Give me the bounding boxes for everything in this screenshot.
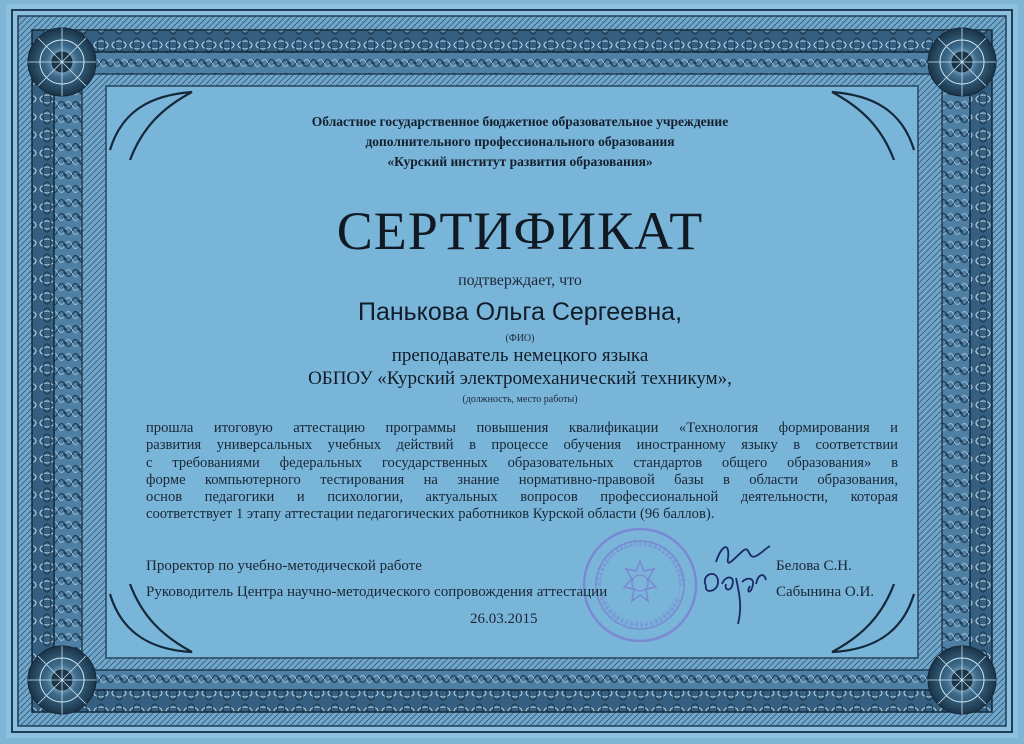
corner-rosette-bottom-left bbox=[28, 646, 96, 714]
body-line: развития универсальных учебных действий в процессе обучения иностранному языку в соответствии bbox=[146, 437, 898, 454]
certificate-body bbox=[146, 420, 898, 524]
org-line-3: «Курский институт развития образования» bbox=[387, 154, 653, 169]
certificate-title: СЕРТИФИКАТ bbox=[336, 201, 704, 261]
handwritten-signature bbox=[696, 538, 776, 628]
recipient-name: Панькова Ольга Сергеевна, bbox=[357, 298, 683, 326]
corner-rosette-top-right bbox=[928, 28, 996, 96]
signatory-2-name: Сабынина О.И. bbox=[776, 584, 875, 600]
body-line: соответствует 1 этапу аттестации педагогических работников Курской области (96 баллов). bbox=[146, 506, 715, 523]
org-line-1: Областное государственное бюджетное образовательное учреждение bbox=[311, 114, 729, 129]
recipient-workplace: ОБПОУ «Курский электромеханический техникум», bbox=[308, 368, 732, 389]
signatory-1-name: Белова С.Н. bbox=[776, 558, 852, 574]
fio-caption: (ФИО) bbox=[505, 333, 535, 344]
recipient-position: преподаватель немецкого языка bbox=[391, 345, 649, 366]
corner-rosette-bottom-right bbox=[928, 646, 996, 714]
body-line: с требованиями федеральных государственных образовательных стандартов общего образования» в bbox=[146, 454, 898, 471]
corner-rosette-top-left bbox=[28, 28, 96, 96]
signatory-2-role: Руководитель Центра научно-методического сопровождения аттестации bbox=[146, 584, 608, 600]
org-line-2: дополнительного профессионального образования bbox=[365, 134, 675, 149]
issuing-organization bbox=[160, 112, 880, 172]
issue-date: 26.03.2015 bbox=[470, 611, 538, 627]
body-line: прошла итоговую аттестацию программы повышения квалификации «Технология формирования и bbox=[146, 420, 898, 436]
body-line: основ педагогики и психологии, актуальных вопросов профессиональной деятельности, которая bbox=[146, 489, 898, 506]
confirms-text: подтверждает, что bbox=[458, 272, 582, 289]
signatory-1-role: Проректор по учебно-методической работе bbox=[146, 558, 422, 574]
body-line: форме компьютерного тестирования на знание нормативно-правовой базы в области образования, bbox=[146, 471, 898, 488]
position-caption: (должность, место работы) bbox=[462, 394, 578, 405]
